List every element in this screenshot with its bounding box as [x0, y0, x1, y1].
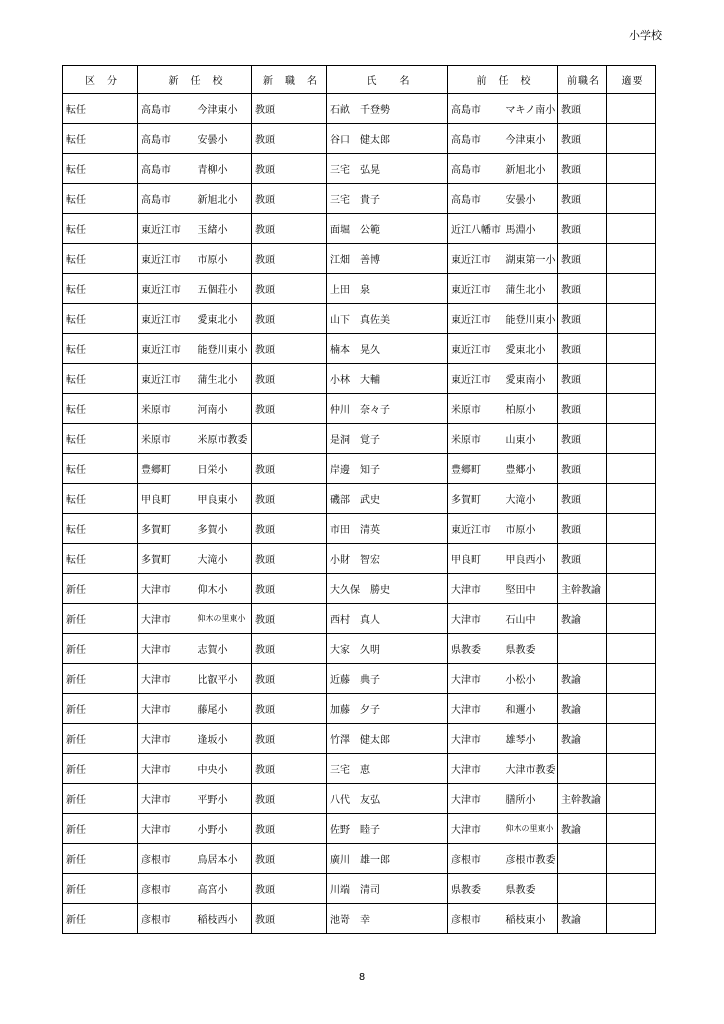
cell-prev-city: 高島市: [448, 124, 503, 154]
cell-prev-city: 東近江市: [448, 304, 503, 334]
cell-remarks: [607, 514, 656, 544]
cell-category: 新任: [63, 724, 138, 754]
header-name: 氏 名: [327, 66, 448, 94]
table-row: [63, 844, 656, 874]
cell-category: 新任: [63, 574, 138, 604]
cell-remarks: [607, 94, 656, 124]
cell-new-role: 教頭: [252, 334, 327, 364]
cell-prev-role: 教頭: [558, 154, 607, 184]
cell-new-school: 大滝小: [195, 544, 252, 574]
cell-new-city: 大津市: [138, 784, 195, 814]
cell-category: 転任: [63, 154, 138, 184]
cell-new-city: 東近江市: [138, 214, 195, 244]
cell-prev-role: 教諭: [558, 664, 607, 694]
cell-name: 仲川 奈々子: [327, 394, 448, 424]
cell-prev-role: 教頭: [558, 304, 607, 334]
cell-category: 転任: [63, 424, 138, 454]
cell-new-role: 教頭: [252, 844, 327, 874]
cell-prev-school: 豊郷小: [503, 454, 558, 484]
cell-prev-city: 彦根市: [448, 904, 503, 934]
cell-prev-school: 市原小: [503, 514, 558, 544]
cell-remarks: [607, 154, 656, 184]
cell-name: 大久保 勝史: [327, 574, 448, 604]
table-row: [63, 754, 656, 784]
cell-prev-school: 石山中: [503, 604, 558, 634]
cell-prev-school: 稲枝東小: [503, 904, 558, 934]
cell-new-city: 高島市: [138, 124, 195, 154]
cell-remarks: [607, 604, 656, 634]
table-row: [63, 544, 656, 574]
cell-new-city: 彦根市: [138, 904, 195, 934]
table-row: [63, 304, 656, 334]
cell-category: 転任: [63, 454, 138, 484]
cell-new-school: 中央小: [195, 754, 252, 784]
cell-prev-role: 教頭: [558, 544, 607, 574]
cell-new-city: 東近江市: [138, 274, 195, 304]
cell-name: 面堀 公範: [327, 214, 448, 244]
cell-prev-city: 多賀町: [448, 484, 503, 514]
cell-prev-city: 大津市: [448, 574, 503, 604]
cell-prev-city: 県教委: [448, 634, 503, 664]
cell-prev-role: 教頭: [558, 484, 607, 514]
cell-prev-school: 雄琴小: [503, 724, 558, 754]
cell-category: 転任: [63, 484, 138, 514]
cell-new-school: 志賀小: [195, 634, 252, 664]
table-row: [63, 604, 656, 634]
cell-new-role: [252, 424, 327, 454]
table-row: [63, 574, 656, 604]
cell-new-role: 教頭: [252, 574, 327, 604]
cell-remarks: [607, 424, 656, 454]
cell-new-city: 大津市: [138, 694, 195, 724]
cell-name: 谷口 健太郎: [327, 124, 448, 154]
cell-prev-city: 彦根市: [448, 844, 503, 874]
cell-prev-school: 堅田中: [503, 574, 558, 604]
cell-new-role: 教頭: [252, 754, 327, 784]
cell-prev-school: 膳所小: [503, 784, 558, 814]
cell-prev-city: 高島市: [448, 154, 503, 184]
cell-new-city: 高島市: [138, 154, 195, 184]
cell-category: 転任: [63, 244, 138, 274]
cell-prev-role: 教頭: [558, 454, 607, 484]
cell-remarks: [607, 364, 656, 394]
cell-new-role: 教頭: [252, 94, 327, 124]
cell-prev-city: 近江八幡市: [448, 214, 503, 244]
cell-category: 新任: [63, 754, 138, 784]
cell-new-school: 稲枝西小: [195, 904, 252, 934]
cell-new-school: 愛東北小: [195, 304, 252, 334]
cell-prev-city: 東近江市: [448, 364, 503, 394]
cell-prev-city: 大津市: [448, 694, 503, 724]
table-row: [63, 484, 656, 514]
cell-new-role: 教頭: [252, 454, 327, 484]
cell-prev-city: 大津市: [448, 784, 503, 814]
cell-new-school: 日栄小: [195, 454, 252, 484]
cell-new-school: 蒲生北小: [195, 364, 252, 394]
table-row: [63, 784, 656, 814]
cell-new-role: 教頭: [252, 904, 327, 934]
cell-prev-role: 教頭: [558, 184, 607, 214]
cell-remarks: [607, 304, 656, 334]
cell-new-role: 教頭: [252, 274, 327, 304]
cell-new-city: 大津市: [138, 664, 195, 694]
cell-prev-city: 米原市: [448, 424, 503, 454]
cell-new-city: 東近江市: [138, 334, 195, 364]
cell-prev-role: 教頭: [558, 514, 607, 544]
cell-name: 三宅 恵: [327, 754, 448, 784]
cell-name: 小財 智宏: [327, 544, 448, 574]
cell-name: 西村 真人: [327, 604, 448, 634]
cell-new-school: 多賀小: [195, 514, 252, 544]
cell-new-school: 河南小: [195, 394, 252, 424]
cell-name: 市田 清英: [327, 514, 448, 544]
cell-new-school: 小野小: [195, 814, 252, 844]
cell-prev-role: 教頭: [558, 274, 607, 304]
cell-prev-school: 蒲生北小: [503, 274, 558, 304]
table-row: [63, 634, 656, 664]
cell-prev-school: 愛東北小: [503, 334, 558, 364]
cell-remarks: [607, 694, 656, 724]
cell-prev-city: 県教委: [448, 874, 503, 904]
cell-prev-school: 湖東第一小: [503, 244, 558, 274]
cell-new-city: 彦根市: [138, 844, 195, 874]
table-row: [63, 394, 656, 424]
cell-prev-school: 愛東南小: [503, 364, 558, 394]
header-category: 区 分: [63, 66, 138, 94]
cell-category: 転任: [63, 514, 138, 544]
cell-new-city: 大津市: [138, 574, 195, 604]
cell-name: 近藤 典子: [327, 664, 448, 694]
cell-name: 三宅 貴子: [327, 184, 448, 214]
cell-remarks: [607, 454, 656, 484]
cell-category: 新任: [63, 604, 138, 634]
table-row: [63, 124, 656, 154]
cell-new-school: 仰木小: [195, 574, 252, 604]
cell-category: 転任: [63, 544, 138, 574]
cell-new-role: 教頭: [252, 304, 327, 334]
header-remarks: 適要: [607, 66, 656, 94]
cell-prev-school: 能登川東小: [503, 304, 558, 334]
cell-category: 転任: [63, 304, 138, 334]
cell-prev-city: 東近江市: [448, 244, 503, 274]
table-row: [63, 244, 656, 274]
cell-remarks: [607, 754, 656, 784]
cell-new-role: 教頭: [252, 694, 327, 724]
cell-prev-role: 教頭: [558, 244, 607, 274]
cell-prev-city: 豊郷町: [448, 454, 503, 484]
cell-remarks: [607, 574, 656, 604]
cell-prev-role: 教頭: [558, 394, 607, 424]
cell-prev-city: 東近江市: [448, 334, 503, 364]
cell-prev-role: 教諭: [558, 724, 607, 754]
cell-new-city: 東近江市: [138, 244, 195, 274]
cell-new-role: 教頭: [252, 394, 327, 424]
cell-new-role: 教頭: [252, 604, 327, 634]
cell-remarks: [607, 484, 656, 514]
cell-name: 川端 清司: [327, 874, 448, 904]
table-row: [63, 274, 656, 304]
cell-name: 廣川 雄一郎: [327, 844, 448, 874]
cell-new-school: 青柳小: [195, 154, 252, 184]
cell-category: 転任: [63, 124, 138, 154]
cell-remarks: [607, 124, 656, 154]
cell-new-school: 鳥居本小: [195, 844, 252, 874]
cell-remarks: [607, 904, 656, 934]
cell-prev-school: マキノ南小: [503, 94, 558, 124]
cell-new-role: 教頭: [252, 484, 327, 514]
cell-prev-school: 新旭北小: [503, 154, 558, 184]
table-row: [63, 184, 656, 214]
cell-new-city: 多賀町: [138, 544, 195, 574]
cell-remarks: [607, 874, 656, 904]
table-row: [63, 334, 656, 364]
cell-new-school: 平野小: [195, 784, 252, 814]
table-row: [63, 454, 656, 484]
cell-remarks: [607, 214, 656, 244]
cell-prev-school: 山東小: [503, 424, 558, 454]
cell-new-school: 今津東小: [195, 94, 252, 124]
cell-category: 転任: [63, 184, 138, 214]
cell-remarks: [607, 724, 656, 754]
cell-prev-role: 教頭: [558, 94, 607, 124]
cell-new-city: 米原市: [138, 424, 195, 454]
table-row: [63, 664, 656, 694]
cell-category: 新任: [63, 694, 138, 724]
cell-new-role: 教頭: [252, 634, 327, 664]
cell-category: 新任: [63, 814, 138, 844]
cell-new-school: 藤尾小: [195, 694, 252, 724]
cell-prev-city: 大津市: [448, 724, 503, 754]
cell-prev-role: 教頭: [558, 124, 607, 154]
cell-prev-city: 東近江市: [448, 274, 503, 304]
cell-new-city: 高島市: [138, 94, 195, 124]
cell-new-role: 教頭: [252, 154, 327, 184]
cell-category: 転任: [63, 214, 138, 244]
cell-new-role: 教頭: [252, 244, 327, 274]
cell-name: 小林 大輔: [327, 364, 448, 394]
cell-name: 三宅 弘晃: [327, 154, 448, 184]
cell-prev-city: 東近江市: [448, 514, 503, 544]
document-label: 小学校: [629, 29, 662, 42]
cell-new-city: 大津市: [138, 634, 195, 664]
cell-new-role: 教頭: [252, 124, 327, 154]
cell-new-city: 大津市: [138, 604, 195, 634]
cell-prev-school: 和邇小: [503, 694, 558, 724]
cell-new-role: 教頭: [252, 364, 327, 394]
cell-new-school: 米原市教委: [195, 424, 252, 454]
cell-prev-city: 高島市: [448, 184, 503, 214]
personnel-table: [62, 65, 656, 934]
cell-new-school: 高宮小: [195, 874, 252, 904]
cell-new-city: 彦根市: [138, 874, 195, 904]
table-row: [63, 874, 656, 904]
cell-prev-school: 今津東小: [503, 124, 558, 154]
table-row: [63, 514, 656, 544]
cell-prev-school: 大津市教委: [503, 754, 558, 784]
cell-prev-role: 教諭: [558, 604, 607, 634]
header-prev-role: 前職名: [558, 66, 607, 94]
cell-prev-school: 彦根市教委: [503, 844, 558, 874]
cell-new-school: 逢坂小: [195, 724, 252, 754]
cell-remarks: [607, 814, 656, 844]
cell-prev-role: 教諭: [558, 904, 607, 934]
cell-prev-role: 主幹教諭: [558, 784, 607, 814]
cell-new-city: 多賀町: [138, 514, 195, 544]
cell-remarks: [607, 244, 656, 274]
cell-new-city: 高島市: [138, 184, 195, 214]
cell-category: 新任: [63, 844, 138, 874]
cell-prev-role: [558, 754, 607, 784]
cell-prev-role: 教頭: [558, 214, 607, 244]
cell-remarks: [607, 784, 656, 814]
cell-prev-role: 教諭: [558, 814, 607, 844]
cell-prev-city: 大津市: [448, 754, 503, 784]
cell-remarks: [607, 544, 656, 574]
table-row: [63, 154, 656, 184]
cell-new-city: 甲良町: [138, 484, 195, 514]
cell-category: 新任: [63, 874, 138, 904]
cell-prev-school: 県教委: [503, 634, 558, 664]
table-row: [63, 724, 656, 754]
cell-remarks: [607, 634, 656, 664]
cell-new-city: 大津市: [138, 814, 195, 844]
cell-category: 新任: [63, 634, 138, 664]
cell-new-role: 教頭: [252, 724, 327, 754]
cell-new-city: 米原市: [138, 394, 195, 424]
cell-new-school: 安曇小: [195, 124, 252, 154]
cell-category: 転任: [63, 364, 138, 394]
header-new-role: 新 職 名: [252, 66, 327, 94]
cell-name: 上田 泉: [327, 274, 448, 304]
cell-prev-school: 仰木の里東小: [503, 814, 558, 844]
header-new-post: 新 任 校: [138, 66, 252, 94]
cell-prev-city: 大津市: [448, 604, 503, 634]
cell-name: 磯部 武史: [327, 484, 448, 514]
cell-prev-school: 柏原小: [503, 394, 558, 424]
cell-new-role: 教頭: [252, 184, 327, 214]
cell-prev-city: 大津市: [448, 814, 503, 844]
header-prev-post: 前 任 校: [448, 66, 558, 94]
cell-prev-city: 高島市: [448, 94, 503, 124]
table-row: [63, 424, 656, 454]
cell-name: 加藤 夕子: [327, 694, 448, 724]
cell-prev-school: 馬淵小: [503, 214, 558, 244]
table-row: [63, 694, 656, 724]
cell-new-city: 東近江市: [138, 304, 195, 334]
cell-prev-role: [558, 844, 607, 874]
cell-prev-role: 主幹教諭: [558, 574, 607, 604]
cell-name: 八代 友弘: [327, 784, 448, 814]
cell-remarks: [607, 664, 656, 694]
page-number: 8: [358, 972, 366, 983]
cell-name: 大家 久明: [327, 634, 448, 664]
cell-name: 江畑 善博: [327, 244, 448, 274]
cell-category: 新任: [63, 784, 138, 814]
cell-remarks: [607, 844, 656, 874]
cell-prev-school: 県教委: [503, 874, 558, 904]
cell-new-role: 教頭: [252, 784, 327, 814]
cell-name: 是洞 覚子: [327, 424, 448, 454]
cell-new-school: 仰木の里東小: [195, 604, 252, 634]
cell-new-role: 教頭: [252, 514, 327, 544]
cell-new-school: 能登川東小: [195, 334, 252, 364]
cell-new-role: 教頭: [252, 814, 327, 844]
cell-category: 転任: [63, 94, 138, 124]
cell-new-role: 教頭: [252, 544, 327, 574]
table-row: [63, 814, 656, 844]
cell-new-city: 豊郷町: [138, 454, 195, 484]
cell-new-city: 東近江市: [138, 364, 195, 394]
cell-remarks: [607, 184, 656, 214]
cell-category: 新任: [63, 664, 138, 694]
cell-new-school: 玉緒小: [195, 214, 252, 244]
cell-name: 池嵜 幸: [327, 904, 448, 934]
cell-name: 佐野 睦子: [327, 814, 448, 844]
cell-prev-school: 甲良西小: [503, 544, 558, 574]
cell-prev-city: 米原市: [448, 394, 503, 424]
table-row: [63, 214, 656, 244]
cell-new-school: 比叡平小: [195, 664, 252, 694]
cell-prev-city: 大津市: [448, 664, 503, 694]
cell-prev-school: 大滝小: [503, 484, 558, 514]
cell-new-school: 甲良東小: [195, 484, 252, 514]
cell-new-city: 大津市: [138, 724, 195, 754]
cell-new-city: 大津市: [138, 754, 195, 784]
table-row: [63, 364, 656, 394]
cell-new-role: 教頭: [252, 664, 327, 694]
cell-prev-school: 小松小: [503, 664, 558, 694]
cell-name: 山下 真佐美: [327, 304, 448, 334]
cell-name: 竹澤 健太郎: [327, 724, 448, 754]
cell-prev-role: [558, 874, 607, 904]
cell-new-school: 新旭北小: [195, 184, 252, 214]
cell-new-school: 市原小: [195, 244, 252, 274]
cell-category: 新任: [63, 904, 138, 934]
cell-remarks: [607, 274, 656, 304]
cell-category: 転任: [63, 394, 138, 424]
table-row: [63, 904, 656, 934]
cell-new-role: 教頭: [252, 214, 327, 244]
cell-new-role: 教頭: [252, 874, 327, 904]
table-row: [63, 94, 656, 124]
cell-name: 石畝 千登勢: [327, 94, 448, 124]
cell-category: 転任: [63, 274, 138, 304]
cell-name: 楠本 晃久: [327, 334, 448, 364]
cell-remarks: [607, 334, 656, 364]
cell-prev-role: 教頭: [558, 364, 607, 394]
cell-prev-role: 教頭: [558, 334, 607, 364]
cell-new-school: 五個荘小: [195, 274, 252, 304]
cell-prev-role: 教頭: [558, 424, 607, 454]
cell-prev-school: 安曇小: [503, 184, 558, 214]
header-row: [63, 66, 656, 94]
cell-prev-role: 教諭: [558, 694, 607, 724]
cell-category: 転任: [63, 334, 138, 364]
cell-name: 岸邊 知子: [327, 454, 448, 484]
cell-remarks: [607, 394, 656, 424]
cell-prev-role: [558, 634, 607, 664]
cell-prev-city: 甲良町: [448, 544, 503, 574]
